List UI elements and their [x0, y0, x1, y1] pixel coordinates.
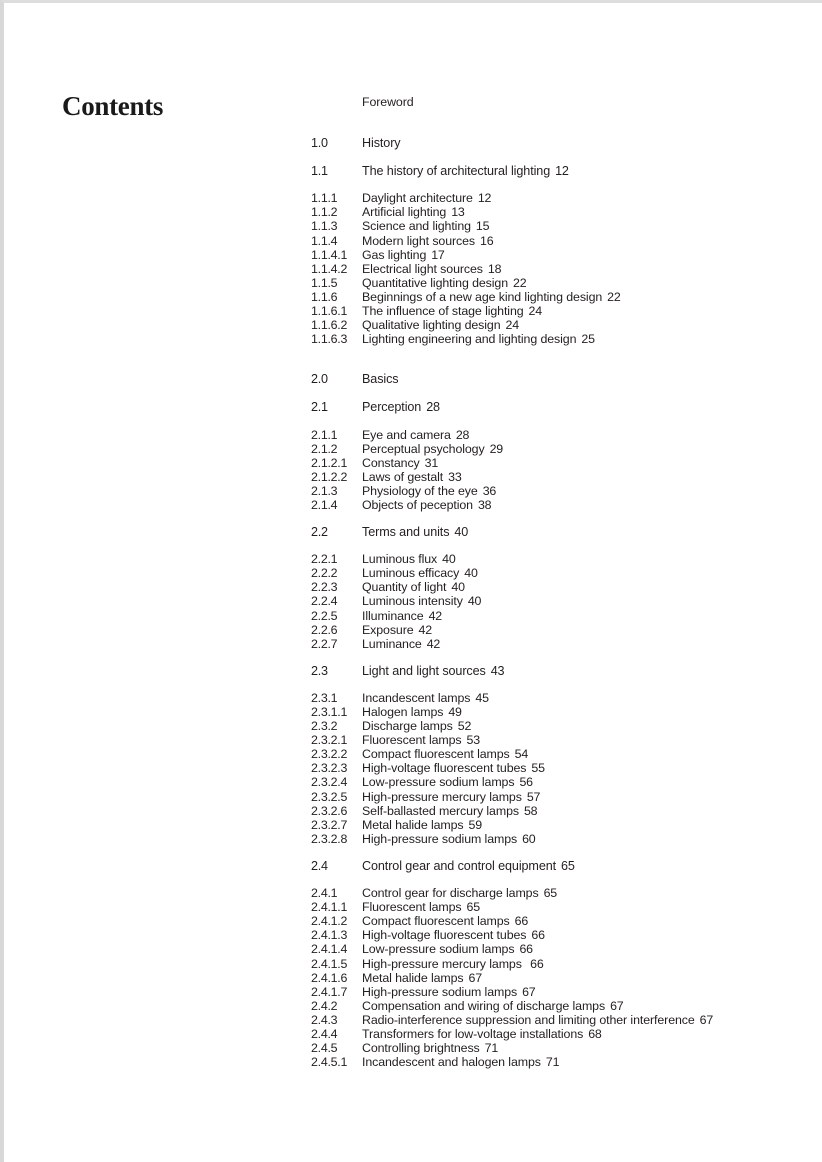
toc-entry-title: Perception: [362, 400, 422, 415]
toc-entry-number: 2.4.4: [311, 1026, 338, 1041]
toc-entry-page-number: 53: [466, 733, 480, 748]
toc-entry[interactable]: [311, 318, 781, 332]
toc-entry-page-number: 66: [514, 914, 529, 929]
toc-entry-page-number: 42: [426, 636, 441, 651]
toc-entry-title: Low-pressure sodium lamps: [362, 942, 515, 957]
toc-entry-page-number: 31: [424, 455, 439, 470]
toc-entry-number: 1.1.4.1: [311, 247, 348, 262]
toc-entry-page-number: 24: [505, 318, 519, 333]
toc-entry-number: 2.2.7: [311, 636, 338, 651]
toc-entry-body: [362, 942, 781, 956]
toc-entry-page-number: 42: [418, 622, 432, 637]
toc-entry[interactable]: [311, 859, 781, 873]
toc-entry-number: 2.3.2.5: [311, 789, 348, 804]
toc-entry-page-number: 71: [545, 1055, 560, 1070]
toc-entry-page-number: 66: [530, 956, 544, 971]
toc-entry-body: [362, 580, 781, 594]
toc-entry[interactable]: [311, 205, 781, 219]
toc-entry-number: 2.4.1.3: [311, 928, 348, 943]
toc-entry-body: [362, 928, 781, 942]
toc-entry-title: Incandescent and halogen lamps: [362, 1055, 541, 1070]
toc-spacer: [311, 678, 781, 691]
toc-entry-body: [362, 205, 781, 219]
toc-entry-page-number: 15: [475, 219, 490, 234]
toc-entry-page-number: 67: [468, 970, 482, 985]
toc-entry-number: 1.1.4.2: [311, 261, 348, 276]
toc-entry-number: 2.3.2.3: [311, 761, 348, 776]
toc-entry-title: Basics: [362, 372, 399, 387]
toc-entry-page-number: 22: [607, 289, 621, 304]
toc-entry-title: Controlling brightness: [362, 1041, 480, 1056]
toc-entry[interactable]: [311, 95, 781, 109]
toc-entry-title: Qualitative lighting design: [362, 318, 501, 333]
toc-entry-body: [362, 1027, 781, 1041]
toc-entry-number: 2.4.2: [311, 998, 338, 1013]
toc-entry-body: [362, 332, 781, 346]
toc-entry-number: 2.4: [311, 858, 328, 873]
toc-entry[interactable]: [311, 886, 781, 900]
toc-spacer: [311, 109, 781, 136]
toc-spacer: [311, 386, 781, 400]
toc-entry-number: 2.2.3: [311, 580, 338, 595]
toc-entry[interactable]: [311, 164, 781, 178]
toc-entry-page-number: 54: [514, 747, 529, 762]
toc-entry[interactable]: [311, 136, 781, 150]
toc-entry-number: 2.4.3: [311, 1012, 338, 1027]
toc-entry[interactable]: [311, 470, 781, 484]
toc-entry-title: Light and light sources: [362, 663, 486, 678]
toc-entry-body: [362, 191, 781, 205]
toc-entry[interactable]: [311, 832, 781, 846]
toc-entry-title: Low-pressure sodium lamps: [362, 775, 515, 790]
toc-entry[interactable]: [311, 484, 781, 498]
toc-entry-body: [362, 733, 781, 747]
toc-entry-page-number: 58: [523, 803, 538, 818]
toc-entry-body: [362, 818, 781, 832]
toc-entry-number: 2.3.2.1: [311, 733, 348, 748]
toc-entry[interactable]: [311, 804, 781, 818]
toc-entry-body: [362, 804, 781, 818]
toc-entry[interactable]: [311, 623, 781, 637]
toc-entry[interactable]: [311, 957, 781, 971]
toc-entry-page-number: 28: [426, 400, 440, 415]
toc-entry-body: [362, 790, 781, 804]
toc-entry-page-number: 25: [581, 332, 595, 347]
toc-entry-number: 2.3.2.6: [311, 803, 348, 818]
toc-entry[interactable]: [311, 332, 781, 346]
toc-entry-title: Terms and units: [362, 525, 450, 540]
toc-entry[interactable]: [311, 248, 781, 262]
toc-entry[interactable]: [311, 442, 781, 456]
toc-entry-title: Artificial lighting: [362, 205, 447, 220]
toc-entry-page-number: 42: [428, 608, 442, 623]
toc-entry-body: [362, 957, 781, 971]
toc-entry-number: 2.1.3: [311, 483, 338, 498]
toc-entry-page-number: 13: [451, 205, 465, 220]
toc-entry-page-number: 17: [431, 247, 445, 262]
toc-entry[interactable]: [311, 914, 781, 928]
toc-entry-title: Discharge lamps: [362, 719, 453, 734]
toc-spacer: [311, 150, 781, 164]
toc-entry-page-number: 66: [531, 928, 545, 943]
toc-entry-page-number: 40: [454, 525, 469, 540]
toc-spacer: [311, 178, 781, 191]
toc-entry-title: Physiology of the eye: [362, 483, 478, 498]
toc-entry-body: [362, 470, 781, 484]
toc-entry-body: [362, 304, 781, 318]
toc-entry-body: [362, 400, 781, 414]
toc-entry-body: [362, 761, 781, 775]
toc-entry-page-number: 67: [522, 984, 536, 999]
toc-entry-page-number: 29: [489, 441, 503, 456]
toc-entry-number: 2.4.1.4: [311, 942, 348, 957]
toc-entry-body: [362, 999, 781, 1013]
toc-entry-number: 2.3.2.8: [311, 831, 348, 846]
toc-entry-body: [362, 832, 781, 846]
toc-entry-number: 2.1.2: [311, 441, 338, 456]
toc-entry-title: Luminous flux: [362, 552, 438, 567]
toc-entry-number: 2.3.2.7: [311, 817, 348, 832]
toc-entry-title: Radio-interference suppression and limiting other interference: [362, 1012, 695, 1027]
toc-entry[interactable]: [311, 691, 781, 705]
toc-entry-title: Quantitative lighting design: [362, 275, 508, 290]
toc-entry-body: [362, 248, 781, 262]
toc-entry-number: 1.1.5: [311, 275, 338, 290]
toc-entry[interactable]: [311, 580, 781, 594]
toc-entry[interactable]: [311, 456, 781, 470]
toc-entry-page-number: 40: [464, 566, 478, 581]
toc-entry-title: Electrical light sources: [362, 261, 483, 276]
toc-entry-number: 2.4.5.1: [311, 1055, 348, 1070]
toc-entry-number: 2.3.2.4: [311, 775, 348, 790]
toc-entry-page-number: 67: [699, 1012, 714, 1027]
toc-entry[interactable]: [311, 609, 781, 623]
toc-entry-title: The history of architectural lighting: [362, 164, 551, 179]
toc-entry-body: [362, 1055, 781, 1069]
toc-entry-body: [362, 219, 781, 233]
toc-entry-page-number: 40: [467, 594, 482, 609]
toc-entry-body: [362, 262, 781, 276]
toc-entry[interactable]: [311, 637, 781, 651]
toc-entry[interactable]: [311, 400, 781, 414]
toc-entry-page-number: 12: [477, 191, 492, 206]
toc-entry-title: Eye and camera: [362, 427, 451, 442]
toc-entry-number: 1.1.2: [311, 205, 338, 220]
toc-entry-title: High-pressure mercury lamps: [362, 789, 522, 804]
toc-entry-body: [362, 594, 781, 608]
toc-entry-body: [362, 276, 781, 290]
toc-entry-body: [362, 859, 781, 873]
toc-entry[interactable]: [311, 985, 781, 999]
toc-entry-page-number: 49: [448, 705, 462, 719]
toc-entry-number: 1.1: [311, 164, 328, 179]
toc-entry-page-number: 40: [442, 552, 456, 567]
toc-entry-body: [362, 623, 781, 637]
toc-entry[interactable]: [311, 790, 781, 804]
toc-entry-page-number: 65: [543, 886, 557, 901]
toc-spacer: [311, 415, 781, 428]
toc-entry[interactable]: [311, 234, 781, 248]
toc-entry-title: Metal halide lamps: [362, 817, 464, 832]
toc-entry-title: High-voltage fluorescent tubes: [362, 928, 527, 943]
toc-entry-title: Compensation and wiring of discharge lamps: [362, 998, 606, 1013]
toc-entry-page-number: 59: [468, 817, 482, 832]
toc-entry-page-number: 12: [555, 164, 569, 179]
toc-entry[interactable]: [311, 664, 781, 678]
toc-entry-body: [362, 525, 781, 539]
toc-entry-body: [362, 985, 781, 999]
toc-entry[interactable]: [311, 498, 781, 512]
toc-entry[interactable]: [311, 900, 781, 914]
toc-entry-title: The influence of stage lighting: [362, 304, 524, 319]
toc-entry-title: Halogen lamps: [362, 705, 444, 719]
toc-entry-body: [362, 971, 781, 985]
toc-entry-number: 1.1.6.2: [311, 318, 348, 333]
toc-entry[interactable]: [311, 594, 781, 608]
toc-entry-page-number: 67: [610, 998, 624, 1013]
toc-entry-number: 2.1.2.1: [311, 455, 348, 470]
toc-entry-title: Laws of gestalt: [362, 469, 444, 484]
toc-entry[interactable]: [311, 747, 781, 761]
toc-entry-title: Constancy: [362, 455, 420, 470]
toc-entry-body: [362, 234, 781, 248]
toc-entry-body: [362, 900, 781, 914]
toc-entry-number: 2.3.2.2: [311, 747, 348, 762]
toc-entry-title: Transformers for low-voltage installations: [362, 1026, 584, 1041]
toc-entry[interactable]: [311, 761, 781, 775]
toc-entry-title: Fluorescent lamps: [362, 733, 462, 748]
toc-entry-title: Perceptual psychology: [362, 441, 485, 456]
toc-entry-number: 2.1: [311, 400, 328, 415]
toc-entry-title: Luminance: [362, 636, 422, 651]
toc-spacer: [311, 846, 781, 859]
toc-entry-number: 2.4.1.2: [311, 914, 348, 929]
toc-entry-page-number: 43: [490, 663, 505, 678]
toc-entry-title: Fluorescent lamps: [362, 900, 462, 915]
toc-entry-body: [362, 1041, 781, 1055]
toc-entry-page-number: 52: [457, 719, 472, 734]
toc-entry-number: 2.4.5: [311, 1041, 338, 1056]
toc-entry-number: 2.2.5: [311, 608, 338, 623]
toc-entry[interactable]: [311, 262, 781, 276]
toc-entry-number: 2.3.1: [311, 690, 338, 705]
toc-entry-number: 2.4.1.6: [311, 970, 348, 985]
toc-entry-body: [362, 484, 781, 498]
toc-entry-body: [362, 664, 781, 678]
toc-entry-number: 2.3.1.1: [311, 705, 348, 719]
toc-entry[interactable]: [311, 928, 781, 942]
toc-entry-title: History: [362, 136, 401, 151]
toc-entry-body: [362, 318, 781, 332]
toc-spacer: [311, 873, 781, 886]
toc-entry-page-number: 68: [588, 1026, 602, 1041]
toc-entry-body: [362, 691, 781, 705]
toc-entry-title: Control gear and control equipment: [362, 858, 557, 873]
toc-entry-number: 2.1.4: [311, 497, 338, 512]
toc-entry[interactable]: [311, 1041, 781, 1055]
toc-entry-body: [362, 498, 781, 512]
toc-entry[interactable]: [311, 566, 781, 580]
toc-entry[interactable]: [311, 942, 781, 956]
toc-entry-number: 2.1.1: [311, 427, 338, 442]
toc-entry-number: 1.1.6.3: [311, 332, 348, 347]
toc-entry-title: Luminous efficacy: [362, 566, 460, 581]
toc-entry-title: Self-ballasted mercury lamps: [362, 803, 519, 818]
toc-entry-body: [362, 442, 781, 456]
toc-entry-body: [362, 428, 781, 442]
toc-entry-title: Illuminance: [362, 608, 424, 623]
toc-entry-body: [362, 637, 781, 651]
toc-entry-title: High-pressure mercury lamps: [362, 956, 526, 971]
toc-entry-body: [362, 290, 781, 304]
toc-entry-page-number: 24: [528, 304, 542, 319]
toc-entry-page-number: 18: [487, 261, 502, 276]
toc-entry-page-number: 40: [451, 580, 465, 595]
toc-entry-number: 2.4.1.5: [311, 956, 348, 971]
toc-entry-body: [362, 95, 781, 109]
toc-entry-page-number: 16: [480, 233, 494, 248]
toc-entry-page-number: 57: [526, 789, 541, 804]
toc-entry-body: [362, 164, 781, 178]
toc-entry-page-number: 28: [455, 427, 470, 442]
toc-entry[interactable]: [311, 775, 781, 789]
toc-entry-page-number: 60: [522, 831, 536, 846]
toc-entry[interactable]: [311, 719, 781, 733]
toc-entry[interactable]: [311, 552, 781, 566]
toc-spacer: [311, 539, 781, 552]
toc-entry[interactable]: [311, 219, 781, 233]
toc-entry-title: Lighting engineering and lighting design: [362, 332, 577, 347]
toc-entry-number: 2.0: [311, 372, 328, 387]
toc-entry-title: Gas lighting: [362, 247, 427, 262]
toc-entry[interactable]: [311, 428, 781, 442]
toc-entry-number: 2.3.2: [311, 719, 338, 734]
toc-entry-title: Foreword: [362, 95, 414, 109]
toc-entry-title: Metal halide lamps: [362, 970, 464, 985]
toc-entry[interactable]: [311, 304, 781, 318]
toc-entry-title: High-pressure sodium lamps: [362, 831, 518, 846]
page-title: Contents: [62, 91, 164, 121]
toc-entry[interactable]: [311, 705, 781, 719]
toc-entry-body: [362, 609, 781, 623]
toc-entry-title: Control gear for discharge lamps: [362, 886, 539, 901]
toc-entry-page-number: 36: [482, 483, 497, 498]
toc-entry[interactable]: [311, 818, 781, 832]
toc-entry[interactable]: [311, 372, 781, 386]
toc-entry[interactable]: [311, 971, 781, 985]
toc-entry-title: High-pressure sodium lamps: [362, 984, 518, 999]
toc-entry[interactable]: [311, 276, 781, 290]
toc-spacer: [311, 346, 781, 372]
toc-entry-title: Compact fluorescent lamps: [362, 747, 510, 762]
toc-entry-title: High-voltage fluorescent tubes: [362, 761, 527, 776]
toc-entry-number: 1.1.3: [311, 219, 338, 234]
toc-entry[interactable]: [311, 191, 781, 205]
toc-entry-number: 2.4.1.1: [311, 900, 348, 915]
toc-entry-title: Daylight architecture: [362, 191, 473, 206]
toc-entry-number: 1.0: [311, 136, 328, 151]
toc-entry-number: 1.1.1: [311, 191, 338, 206]
toc-entry-page-number: 38: [477, 497, 492, 512]
toc-entry[interactable]: [311, 1027, 781, 1041]
toc-entry-number: 2.1.2.2: [311, 469, 348, 484]
toc-entry-title: Science and lighting: [362, 219, 471, 234]
toc-entry-number: 2.2.4: [311, 594, 338, 609]
toc-entry[interactable]: [311, 999, 781, 1013]
toc-entry-number: 1.1.6.1: [311, 304, 348, 319]
table-of-contents: [311, 95, 781, 1069]
toc-entry-body: [362, 775, 781, 789]
toc-entry-page-number: 66: [519, 942, 533, 957]
toc-entry-body: [362, 372, 781, 386]
toc-entry-title: Beginnings of a new age kind lighting design: [362, 289, 603, 304]
toc-entry[interactable]: [311, 290, 781, 304]
toc-entry-page-number: 65: [561, 858, 575, 873]
toc-entry-title: Modern light sources: [362, 233, 476, 248]
toc-entry-title: Quantity of light: [362, 580, 447, 595]
toc-entry[interactable]: [311, 1013, 781, 1027]
toc-entry-number: 2.4.1.7: [311, 984, 348, 999]
toc-entry-body: [362, 886, 781, 900]
toc-entry-number: 1.1.4: [311, 233, 338, 248]
toc-entry-title: Compact fluorescent lamps: [362, 914, 510, 929]
toc-spacer: [311, 651, 781, 664]
toc-entry-body: [362, 747, 781, 761]
toc-entry-title: Incandescent lamps: [362, 690, 471, 705]
toc-entry-body: [362, 566, 781, 580]
toc-entry-number: 1.1.6: [311, 289, 338, 304]
toc-entry-number: 2.3: [311, 663, 328, 678]
toc-entry-page-number: 22: [513, 275, 527, 290]
toc-entry-body: [362, 456, 781, 470]
toc-entry-body: [362, 552, 781, 566]
toc-entry-page-number: 56: [519, 775, 533, 790]
toc-entry-title: Objects of peception: [362, 497, 473, 512]
toc-entry-page-number: 55: [531, 761, 545, 776]
toc-entry-page-number: 71: [484, 1041, 499, 1056]
toc-entry-page-number: 65: [466, 900, 480, 915]
toc-entry-page-number: 45: [475, 690, 489, 705]
toc-entry-title: Exposure: [362, 622, 414, 637]
toc-entry-body: [362, 719, 781, 733]
toc-entry-body: [362, 705, 781, 719]
toc-entry-number: 2.4.1: [311, 886, 338, 901]
toc-entry[interactable]: [311, 733, 781, 747]
toc-entry-title: Luminous intensity: [362, 594, 463, 609]
toc-entry[interactable]: [311, 1055, 781, 1069]
toc-entry-number: 2.2.1: [311, 552, 338, 567]
toc-entry-number: 2.2.6: [311, 622, 338, 637]
toc-entry-page-number: 33: [448, 469, 462, 484]
toc-entry-body: [362, 136, 781, 150]
toc-entry-body: [362, 914, 781, 928]
toc-entry-number: 2.2: [311, 525, 328, 540]
toc-spacer: [311, 512, 781, 525]
toc-entry-body: [362, 1013, 781, 1027]
toc-entry-number: 2.2.2: [311, 566, 338, 581]
toc-entry[interactable]: [311, 525, 781, 539]
